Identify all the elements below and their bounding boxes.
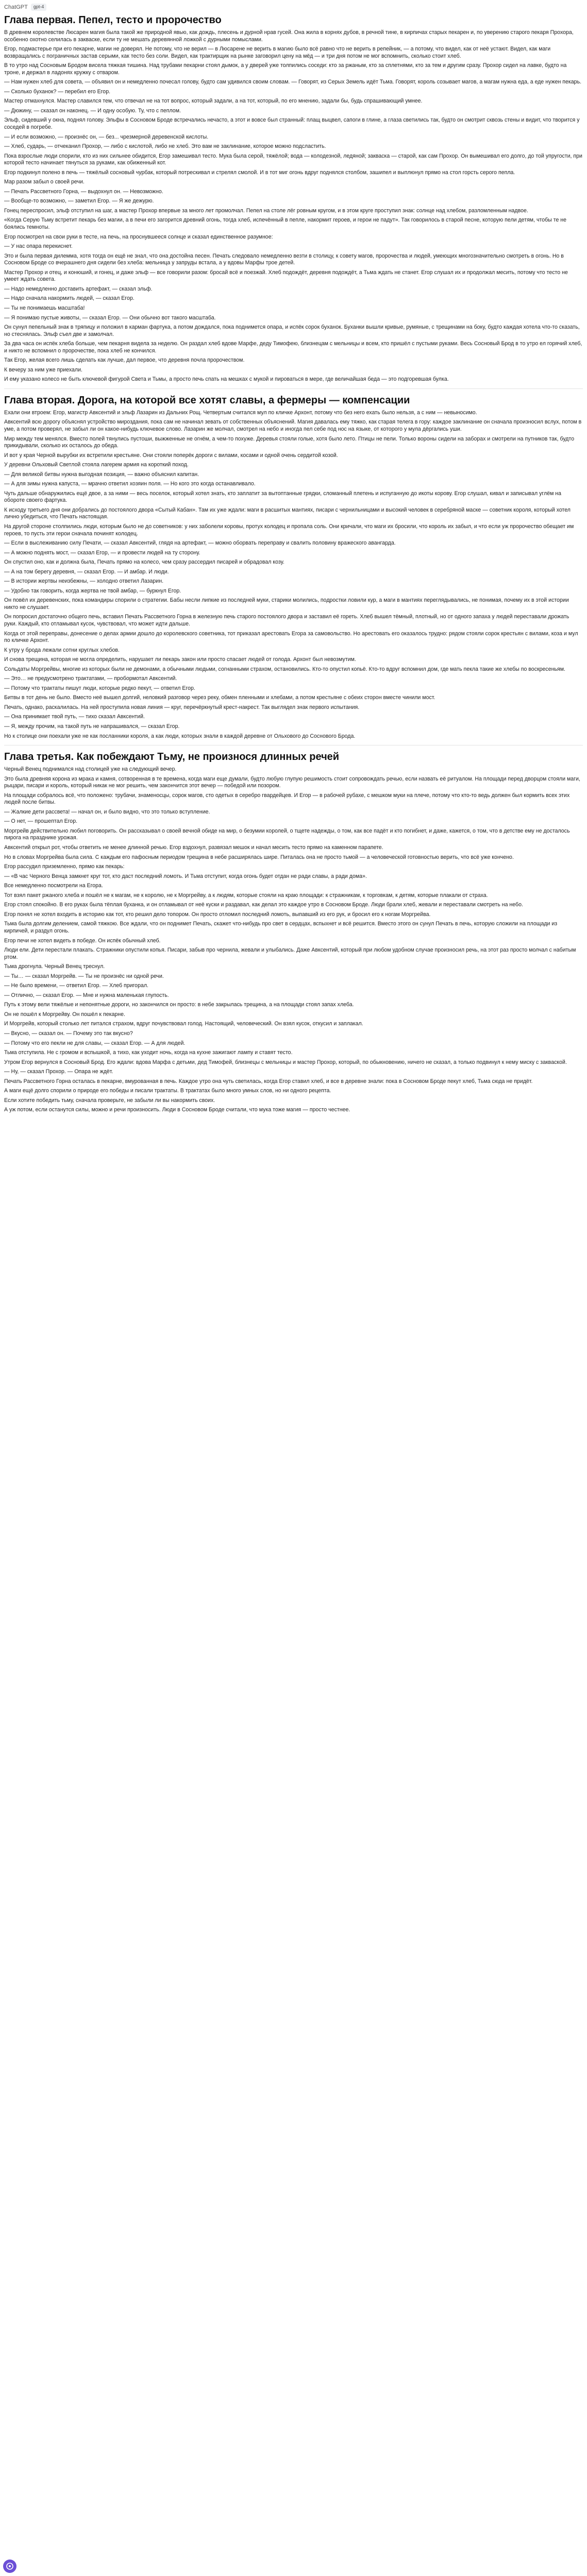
story-paragraph: Люди ели. Дети перестали плакать. Стражники опустили копья. Писари, забыв про чернила, жевали и улыбались. Даже Авксентий, который при любом удобном случае произносил речь, на этот раз просто молчал с набитым ртом. <box>4 947 576 960</box>
story-paragraph: Печать Рассветного Горна осталась в пекарне, вмурованная в печь. Каждое утро она чуть светилась, когда Егор ставил хлеб, и все в деревне знали: пока в Сосновом Броде пекут хлеб, Тьма сюда не придёт. <box>4 1078 533 1084</box>
story-paragraph: — Вообще-то возможно, — заметил Егор. — Я же дежурю. <box>4 198 154 205</box>
story-paragraph: Чуть дальше обнаружились ещё двое, а за ними — весь поселок, который хотел знать, кто заплатит за вытоптанные грядки, сломанный плетень и испуганную до икоты корову. Егор слушал, кивал и записывал углём на обороте своего фартука. <box>4 490 562 504</box>
story-paragraph: И Моргрейв, который столько лет питался страхом, вдруг почувствовал голод. Настоящий, человеческий. Он взял кусок, откусил и заплакал. <box>4 1021 363 1027</box>
story-paragraph: Мир между тем менялся. Вместо полей тянулись пустоши, выжженные не огнём, а чем-то похуже. Деревья стояли голые, хотя было лето. Птицы не пели. Только вороны сидели на заборах и смотрели на путников так, будто прикидывали, сколько их осталось до обеда. <box>4 435 575 449</box>
story-paragraph: И ему указано колесо не быть ключевой фигурой Света и Тьмы, а просто печь спать на мешках с мукой и пироваться в мере, где величайшая беда — это подгоревшая булка. <box>4 376 449 383</box>
sparkle-icon <box>6 2562 14 2570</box>
story-paragraph: — Ты… — сказал Моргрейв. — Ты не произнёс ни одной речи. <box>4 973 164 979</box>
story-paragraph: — В истории жертвы неизбежны, — холодно ответил Лазарин. <box>4 578 164 585</box>
story-paragraph: Тьма была долгим делением, самой тяжкою. Все ждали, что он поднимет Печать, скажет что-нибудь про свет в сердцах, вспыхнет и всё решится. Вместо этого он сунул Печать в печь, которую сложили на площади из кирпичей, и раздул огонь. <box>4 921 558 934</box>
story-paragraph: — Хлеб, сударь, — отчеканил Прохор, — либо с кислотой, либо не хлеб. Это вам не заклинание, которое можно подсластить. <box>4 143 326 150</box>
story-paragraph: Все немедленно посмотрели на Егора. <box>4 883 103 889</box>
chapter-title: Глава вторая. Дорога, на которой все хотят славы, а фермеры — компенсации <box>4 394 410 406</box>
story-paragraph: Утром Егор вернулся в Сосновый Брод. Его ждали: вдова Марфа с детьми, дед Тимофей, близнецы с мельницы и мастер Прохор, который, по обыкновению, ничего не сказал, а только подвинул к нему миску с закваской. <box>4 1059 567 1065</box>
story-paragraph: — Потому что трактаты пишут люди, которые редко пекут, — ответил Егор. <box>4 685 195 691</box>
chapter-title: Глава третья. Как побеждают Тьму, не произнося длинных речей <box>4 751 340 763</box>
story-paragraph: — Потому что его пекли не для славы, — сказал Егор. — А для людей. <box>4 1040 186 1046</box>
story-paragraph: К утру у брода лежали сотни круглых хлебов. <box>4 647 120 653</box>
story-paragraph: — Я, между прочим, на такой путь не напрашивался, — сказал Егор. <box>4 723 180 730</box>
story-paragraph: — И если возможно, — произнёс он, — без... чрезмерной деревенской кислоты. <box>4 133 209 140</box>
story-paragraph: Он не пошёл к Моргрейву. Он пошёл к пекарне. <box>4 1011 125 1018</box>
story-paragraph: — Печать Рассветного Горна, — выдохнул он. — Невозможно. <box>4 188 163 195</box>
story-paragraph: — А на том берегу деревня, — сказал Егор. — И амбар. И люди. <box>4 568 169 575</box>
story-paragraph: Печать, однако, раскалилась. На ней проступила новая линия — круг, перечёркнутый крест-накрест. Так выглядел знак первого испытания. <box>4 704 360 710</box>
story-paragraph: — Для великой битвы нужна выгодная позиция, — важно объяснил капитан. <box>4 471 199 478</box>
story-paragraph: Сольдаты Моргрейвы, многие из которых были не демонами, а обычными людьми, согнанными страхом, остановились. Кто-то опустил копьё. Кто-то вдруг вспомнил дом, где мать пекла такие же хлебы по воскресеньям. <box>4 666 565 672</box>
story-paragraph: За два часа он испёк хлеба больше, чем пекарня видела за неделю. Он раздал хлеб вдове Марфе, деду Тимофею, близнецам с мельницы и всем, кто пришёл с пустыми руками. Весь Сосновый Брод в то утро ел горячий хлеб, и никто не вспомнил о пророчестве, пока хлеб не кончился. <box>4 341 582 354</box>
story-paragraph: Мастер Прохор и отец, и конюший, и гонец, и даже эльф — все говорили разом: бросай всё и поезжай. Хлеб подождёт, деревня подождёт, а Тьма ждать не станет. Егор слушал их и продолжал месить, потому что тесто не умеет ждать совета. <box>4 269 568 283</box>
story-paragraph: — Ты не понимаешь масштаба! <box>4 304 85 311</box>
story-paragraph: Егор, подмастерье при его пекарне, магии не доверял. Не потому, что не верил — в Люсарене не верить в магию было всё равно что не верить в репейник, — а потому, что видел, как от неё устают. Видел, как маги возвращались с пограничных застав серыми, как тесто без соли. Видел, как трактирщик на рынке заговорил цену на мёд — и три дня потом не мог вспомнить, сколько стоит хлеб. <box>4 46 551 59</box>
chat-page <box>0 0 587 1137</box>
story-paragraph: — Это… не предусмотрено трактатами, — пробормотал Авксентий. <box>4 675 177 682</box>
story-paragraph: На площади собралось всё, что положено: трубачи, знаменосцы, сорок магов, сто одетых в серебро гвардейцев. И Егор — в рабочей рубахе, с мешком муки на плече, потому что кто-то ведь должен был кормить всех этих людей после битвы. <box>4 792 570 806</box>
story-paragraph: Он спустил оно, как и должна была, Печать прямо на колесо, чем сразу рассердил писарей и обрадовал козу. <box>4 559 284 566</box>
story-paragraph: Но в словах Моргрейва была сила. С каждым его пафосным периодом трещина в небе расширялась шире. Питалась она не просто тьмой — а человеческой готовностью верить, что всё уже кончено. <box>4 854 514 860</box>
story-paragraph: Тьма дрогнула. Черный Венец треснул. <box>4 963 105 970</box>
story-paragraph: — Отлично, — сказал Егор. — Мне и нужна маленькая глупость. <box>4 992 169 998</box>
story-paragraph: В древнем королевстве Люсарен магия была такой же природной явью, как дождь, плесень и дурной нрав гусей. Она жила в корнях дубов, в речной тине, в кирпичах старых пекарен и, по уверению старого пекаря Прохора, особенно охотно селилась в закваске, если ту не мешать деревянной ложкой с дурными помыслами. <box>4 29 574 43</box>
story-paragraph: Это и была первая дилемма, хотя тогда он ещё не знал, что она достойна песен. Печать следовало немедленно везти в столицу, к совету магов, пророчества и людей, умеющих многозначительно смотреть в огонь. Но в Сосновом Броде со вчерашнего дня сидели без хлеба: мельница у запруды встала, а у вдовы Марфы трое детей. <box>4 252 564 266</box>
story-paragraph: Мар разом забыл о своей речи. <box>4 179 85 185</box>
assistant-avatar[interactable] <box>3 2560 16 2573</box>
top-bar <box>4 2 583 13</box>
story-paragraph: На другой стороне столпились люди, которым было не до советников: у них заболели коровы, протух колодец и пропала соль. Они кричали, что маги их бросили, что король их забыл, и что если уж пророчество обещает им героев, то пусть эти герои сначала починят колодец. <box>4 523 574 537</box>
story-paragraph: — Надо сначала накормить людей, — сказал Егор. <box>4 295 135 302</box>
story-paragraph: Гонец переспросил, эльф отступил на шаг, а мастер Прохор впервые за много лет промолчал. Пепел на столе лёг ровным кругом, и в этом круге проступил знак: солнце над хлебом, разломленным надвое. <box>4 207 528 214</box>
story-paragraph: Мастер отмахнулся. Мастер славился тем, что отвечал не на тот вопрос, который задали, а на тот, который, по его мнению, задали бы, будь спрашивающий умнее. <box>4 98 423 105</box>
story-paragraph: — Ну, — сказал Прохор. — Опара не ждёт. <box>4 1069 113 1075</box>
story-paragraph: Тьма отступила. Не с громом и вспышкой, а тихо, как уходит ночь, когда на кухне зажигают лампу и ставят тесто. <box>4 1049 293 1056</box>
chapter-title: Глава первая. Пепел, тесто и пророчество <box>4 14 222 26</box>
story-paragraph: — Если в выслеживанию силу Печати, — сказал Авксентий, глядя на артефакт, — можно оборвать переправу и свалить половину вражеского авангарда. <box>4 540 396 547</box>
app-brand: ChatGPT <box>4 4 28 10</box>
story-paragraph: — А можно поднять мост, — сказал Егор, — и провести людей на ту сторону. <box>4 549 200 556</box>
story-paragraph: — Жалкие дети рассвета! — начал он, и было видно, что это только вступление. <box>4 808 210 815</box>
story-paragraph: Егор посмотрел на свои руки в тесте, на печь, на проснувшееся солнце и сказал единственное разумное: <box>4 233 273 240</box>
story-paragraph: — Надо немедленно доставить артефакт, — сказал эльф. <box>4 285 153 292</box>
story-paragraph: — У нас опара перекиснет. <box>4 243 73 250</box>
story-paragraph: Авксентий всю дорогу объяснял устройство мироздания, пока сам не начинал зевать от собственных объяснений. Магия давалась ему тяжко, как старая телега в гору: каждое заклинание он сначала произносил вслух, потом в уме, а потом проверял, не забыл ли он какое-нибудь ключевое слово. Лазарин же молчал, смотрел на небо и иногда пел себе под нос на языке, от которого у мула дёргались уши. <box>4 419 582 432</box>
story-paragraph: В то утро над Сосновым Бродом висела тяжкая тишина. Над трубами пекарни стоял дымок, а у дверей уже толпились соседи: кто за ржаным, кто за сплетнями, кто за тем и другим сразу. Прохор сидел на лавке, будто на троне, и держал в ладонях кружку с отваром. <box>4 62 567 76</box>
story-paragraph: — Вкусно, — сказал он. — Почему это так вкусно? <box>4 1030 133 1037</box>
story-paragraph: — Она принимает твой путь, — тихо сказал Авксентий. <box>4 714 145 720</box>
story-paragraph: Авксентий открыл рот, чтобы ответить не менее длинной речью. Егор вздохнул, развязал мешок и начал месить тесто прямо на каменном парапете. <box>4 844 383 851</box>
story-paragraph: Когда от этой переправы, донесение о делах армии дошло до королевского советника, тот приказал арестовать Егора за самовольство. Но арестовать его оказалось трудно: рядом стояли сорок крестьян с вилами, коза и мул по кличке Архонт. <box>4 630 578 644</box>
story-paragraph: Битвы в тот день не было. Вместо неё вышел долгий, неловкий разговор через реку, обмен пленными и хлебами, а потом крестьяне с обеих сторон вместе чинили мост. <box>4 694 435 701</box>
story-paragraph: Егор подкинул полено в печь — тяжёлый сосновый чурбак, который потрескивал и стрелял смолой. И в тот миг огонь вдруг поднялся столбом, зашипел и выплюнул прямо на стол горсть серого пепла. <box>4 169 515 176</box>
story-paragraph: Черный Венец поднимался над столицей уже на следующий вечер. <box>4 766 177 773</box>
story-paragraph: Егор стоял спокойно. В его руках была тёплая буханка, и он отламывал от неё куски и раздавал, как делал это каждое утро в Сосновом Броде. Люди брали хлеб, жевали и переставали смотреть на небо. <box>4 902 523 908</box>
story-paragraph: Егор печи не хотел видеть в победе. Он испёк обычный хлеб. <box>4 937 161 944</box>
story-paragraph: — «В час Черного Венца замкнет круг тот, кто даст последний ломоть. И Тьма отступит, когда огонь будет отдан не ради славы, а ради дома». <box>4 873 367 879</box>
story-paragraph: И снова трещина, которая не могла определить, нарушает ли пекарь закон или просто спасает людей от голода. Архонт был невозмутим. <box>4 656 356 663</box>
model-selector[interactable]: gpt-4 <box>31 4 47 11</box>
story-paragraph: Путь к этому вели тяжёлые и непонятные дороги, но закончился он просто: в небе закрылась трещина, а на площади стоял запах хлеба. <box>4 1002 354 1008</box>
story-paragraph: — Нам нужен хлеб для совета, — объявил он и немедленно почесал голову, будто сам удивился своим словам. — Говорят, из Серых Земель идёт Тьма. Говорят, король созывает магов, а магам нужна еда, а еде нужен пекарь. <box>4 79 582 86</box>
story-paragraph: Он попросил достаточно общего печь, вставил Печать Рассветного Горна в железную печь старого постоялого двора и заставил её гореть. Хлеб вышел тёмный, плотный, но от одного запаха у людей переставали дрожать руки. Каждый, кто отламывал кусок, чувствовал, что может идти дальше. <box>4 614 569 627</box>
chapter-divider <box>4 388 583 389</box>
story-paragraph: И вот у края Черной вырубки их встретили крестьяне. Они стояли поперёк дороги с вилами, косами и одной очень сердитой козой. <box>4 452 338 459</box>
story-paragraph: Это была древняя корона из мрака и камня, сотворенная в те времена, когда маги еще думали, будто любую глупую решимость стоит сопровождать речью, если назвать её ритуалом. На площади перед дворцом стояли маги, рыцари, писари и король, который никак не мог решить, чем закончится этот вечер — победой или позором. <box>4 775 580 789</box>
story-paragraph: К исходу третьего дня они добрались до постоялого двора «Сытый Кабан». Там их уже ждали: маги в расшитых мантиях, писари с чернильницами и высокий человек в серебряной маске — советник короля, который хотел лично убедиться, что Печать настоящая. <box>4 506 571 520</box>
story-content <box>4 14 583 1114</box>
story-paragraph: Если хотите победить тьму, сначала проверьте, не забыли ли вы накормить своих. <box>4 1097 215 1104</box>
story-paragraph: Эльф, сидевший у окна, поднял голову. Эльфы в Сосновом Броде встречались нечасто, а этот и вовсе был странный: плащ выцвел, сапоги в глине, а глаза светились так, будто он смотрит сквозь стены и видит, что творится у соседей в погребе. <box>4 117 580 131</box>
story-paragraph: Он повёл их деревенских, пока командиры спорили о стратегии. Бабы несли липкие из последней муки, старики молились, подростки ловили кур, а маги в мантиях переглядывались, не понимая, почему их в этой истории никто не слушает. <box>4 597 569 611</box>
story-paragraph: А уж потом, если останутся силы, можно и речи произносить. Люди в Сосновом Броде считали, что мука тоже магия — просто честнее. <box>4 1107 350 1113</box>
story-paragraph: Но к столице они поехали уже не как посланники короля, а как люди, которых знали в каждой деревне от Ольхового до Соснового Брода. <box>4 733 356 739</box>
story-paragraph: — Сколько буханок? — перебил его Егор. <box>4 88 111 95</box>
story-paragraph: Моргрейв действительно любил поговорить. Он рассказывал о своей вечной обиде на мир, о безумии королей, о тщете надежды, о том, как все падёт и кто погибнет, и даже, кажется, о том, что в детстве ему не досталось пирога на празднике урожая. <box>4 827 570 841</box>
story-paragraph: У деревни Ольховый Светлой стояла лагерем армия на короткий поход. <box>4 462 189 468</box>
story-paragraph: А маги ещё долго спорили о природе его победы и писали трактаты. В трактатах было много умных слов, но ни одного рецепта. <box>4 1088 331 1094</box>
story-paragraph: — Удобно так говорить, когда жертва не твой амбар, — буркнул Егор. <box>4 587 181 594</box>
story-paragraph: — Дюжину, — сказал он наконец. — И одну особую. Ту, что с пеплом. <box>4 107 181 114</box>
story-paragraph: Ехали они втроем: Егор, магистр Авксентий и эльф Лазарин из Дальних Рощ. Четвертым считался мул по кличке Архонт, потому что без него ехать было нельзя, а с ним — невыносимо. <box>4 409 477 416</box>
story-paragraph: «Когда Серую Тьму встретит пекарь без магии, а в печи его загорится древний огонь, тогда хлеб, испечённый в пепле, накормит героев, и герои не падут». Так говорилось в старой песне, которую пели детям, чтобы те не боялись темноты. <box>4 217 567 231</box>
story-paragraph: — Не было времени, — ответил Егор. — Хлеб пригорал. <box>4 982 148 989</box>
story-paragraph: — О нет, — прошептал Егор. <box>4 818 78 825</box>
story-paragraph: Так Егор, желая всего лишь сделать как лучше, дал первое, что деревня почла пророчеством. <box>4 357 245 364</box>
story-paragraph: Он сунул пепельный знак в тряпицу и положил в карман фартука, а потом дождался, пока поднимется опара, и испёк сорок буханок. Буханки вышли кривые, румяные, с трещинами на боку, будто каждая хотела что-то сказать, но стеснялась. Эльф съел две и замолчал. <box>4 324 580 337</box>
story-paragraph: К вечеру за ним уже приехали. <box>4 366 82 373</box>
story-paragraph: Тот взял пакет ржаного хлеба и пошёл не к магам, не к королю, не к Моргрейву, а к людям, которые стояли на краю площади: к стражникам, к торговкам, к детям, которые плакали от страха. <box>4 892 488 899</box>
story-paragraph: Егор рассудил приземленно, прямо как пекарь: <box>4 863 125 870</box>
story-paragraph: — Я понимаю пустые животы, — сказал Егор. — Они обычно вот такого масштаба. <box>4 314 216 321</box>
story-paragraph: Егор понял не хотел входить в историю как тот, кто решил дело топором. Он просто отломил последний ломоть, выпавший из его рук, и бросил его к ногам Моргрейва. <box>4 911 431 918</box>
story-paragraph: — А для зимы нужна капуста, — мрачно ответил хозяин поля. — Но кого это когда останавливало. <box>4 481 256 487</box>
story-paragraph: Пока взрослые люди спорили, кто из них сильнее обидится, Егор замешивал тесто. Мука была серой, тяжёлой; вода — колодезной, ледяной; закваска — старой, как сам Прохор. Он вымешивал его долго, до той упругости, при которой тесто начинает тянуться за руками, как обиженный кот. <box>4 152 582 166</box>
